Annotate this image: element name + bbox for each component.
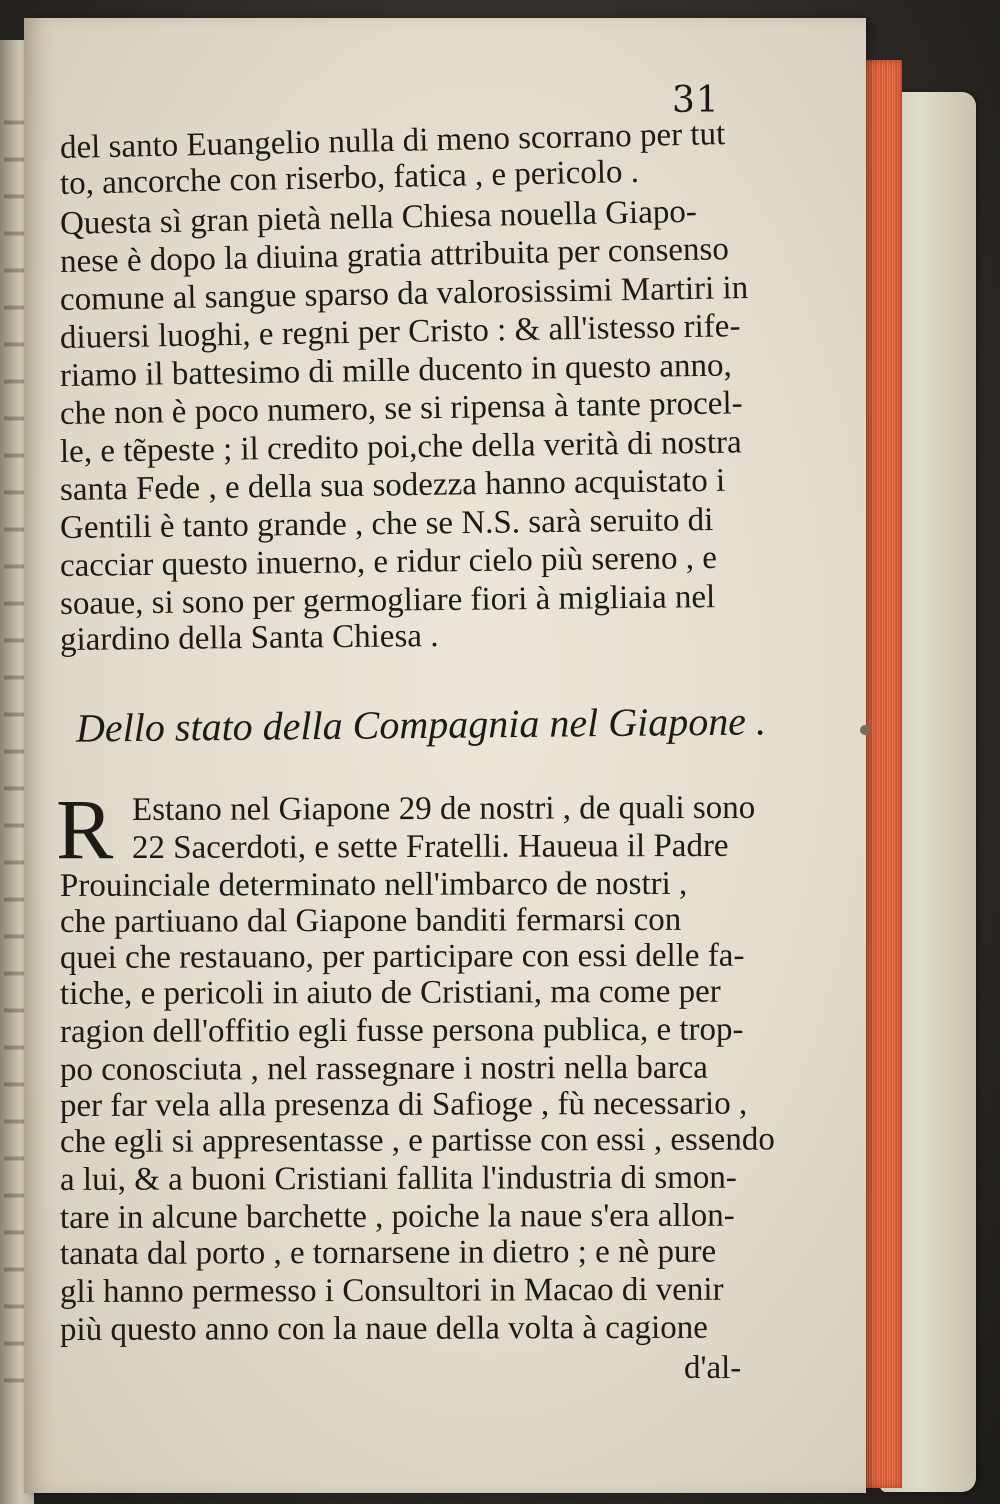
text-line: le, e tẽpeste ; il credito poi,che della verità di nostra [59,424,742,470]
text-line: giardino della Santa Chiesa . [59,618,439,658]
text-line: che partiuano dal Giapone banditi fermarsi con [59,901,682,940]
text-line: diuersi luoghi, e regni per Cristo : & all'istesso rife- [59,308,741,356]
text-line: Prouinciale determinato nell'imbarco de nostri , [59,865,688,904]
show-through-text [4,100,26,1400]
text-line: tanata dal porto , e tornarsene in dietro ; e nè pure [59,1233,717,1272]
text-line: nese è dopo la diuina gratia attribuita per consenso [59,231,730,280]
text-line: tare in alcune barchette , poiche la naue s'era allon- [59,1197,735,1236]
text-line: comune al sangue sparso da valorosissimi Martiri in [59,269,749,318]
text-line: Gentili è tanto grande , che se N.S. sarà seruito di [59,502,714,546]
text-line: to, ancorche con riserbo, fatica , e pericolo . [59,153,640,202]
text-line: riamo il battesimo di mille ducento in questo anno, [59,347,732,394]
text-line: tiche, e pericoli in aiuto de Cristiani, ma come per [59,973,721,1012]
text-line: che egli si appresentasse , e partisse con essi , essendo [59,1121,775,1160]
text-line: che non è poco numero, se si ripensa à tante procel- [59,385,743,432]
text-line: 22 Sacerdoti, e sette Fratelli. Haueua il Padre [131,827,729,866]
text-line: Questa sì gran pietà nella Chiesa nouella Giapo- [59,193,698,242]
section-heading: Dello stato della Compagnia nel Giapone . [75,698,767,751]
page-number: 31 [672,80,720,121]
text-line: soaue, si sono per germogliare fiori à migliaia nel [59,579,716,622]
text-line: santa Fede , e della sua sodezza hanno acquistato i [59,462,726,508]
text-line: ragion dell'offitio egli fusse persona publica, e trop- [59,1011,744,1050]
text-line: Estano nel Giapone 29 de nostri , de quali sono [131,789,756,828]
text-line: quei che restauano, per participare con essi delle fa- [59,937,745,976]
catchword: d'al- [684,1350,742,1386]
book-page [24,18,866,1493]
text-line: del santo Euangelio nulla di meno scorrano per tut [59,116,726,166]
text-line: cacciar questo inuerno, e ridur cielo più sereno , e [59,539,718,584]
drop-cap: R [56,781,114,877]
text-line: per far vela alla presenza di Safioge , fù necessario , [59,1085,748,1124]
text-line: a lui, & a buoni Cristiani fallita l'industria di smon- [59,1159,737,1198]
text-line: gli hanno permesso i Consultori in Macao di venir [59,1271,724,1310]
text-line: po conosciuta , nel rassegnare i nostri nella barca [59,1049,708,1088]
ink-spot [860,725,870,735]
text-line: più questo anno con la naue della volta à cagione [59,1309,708,1348]
